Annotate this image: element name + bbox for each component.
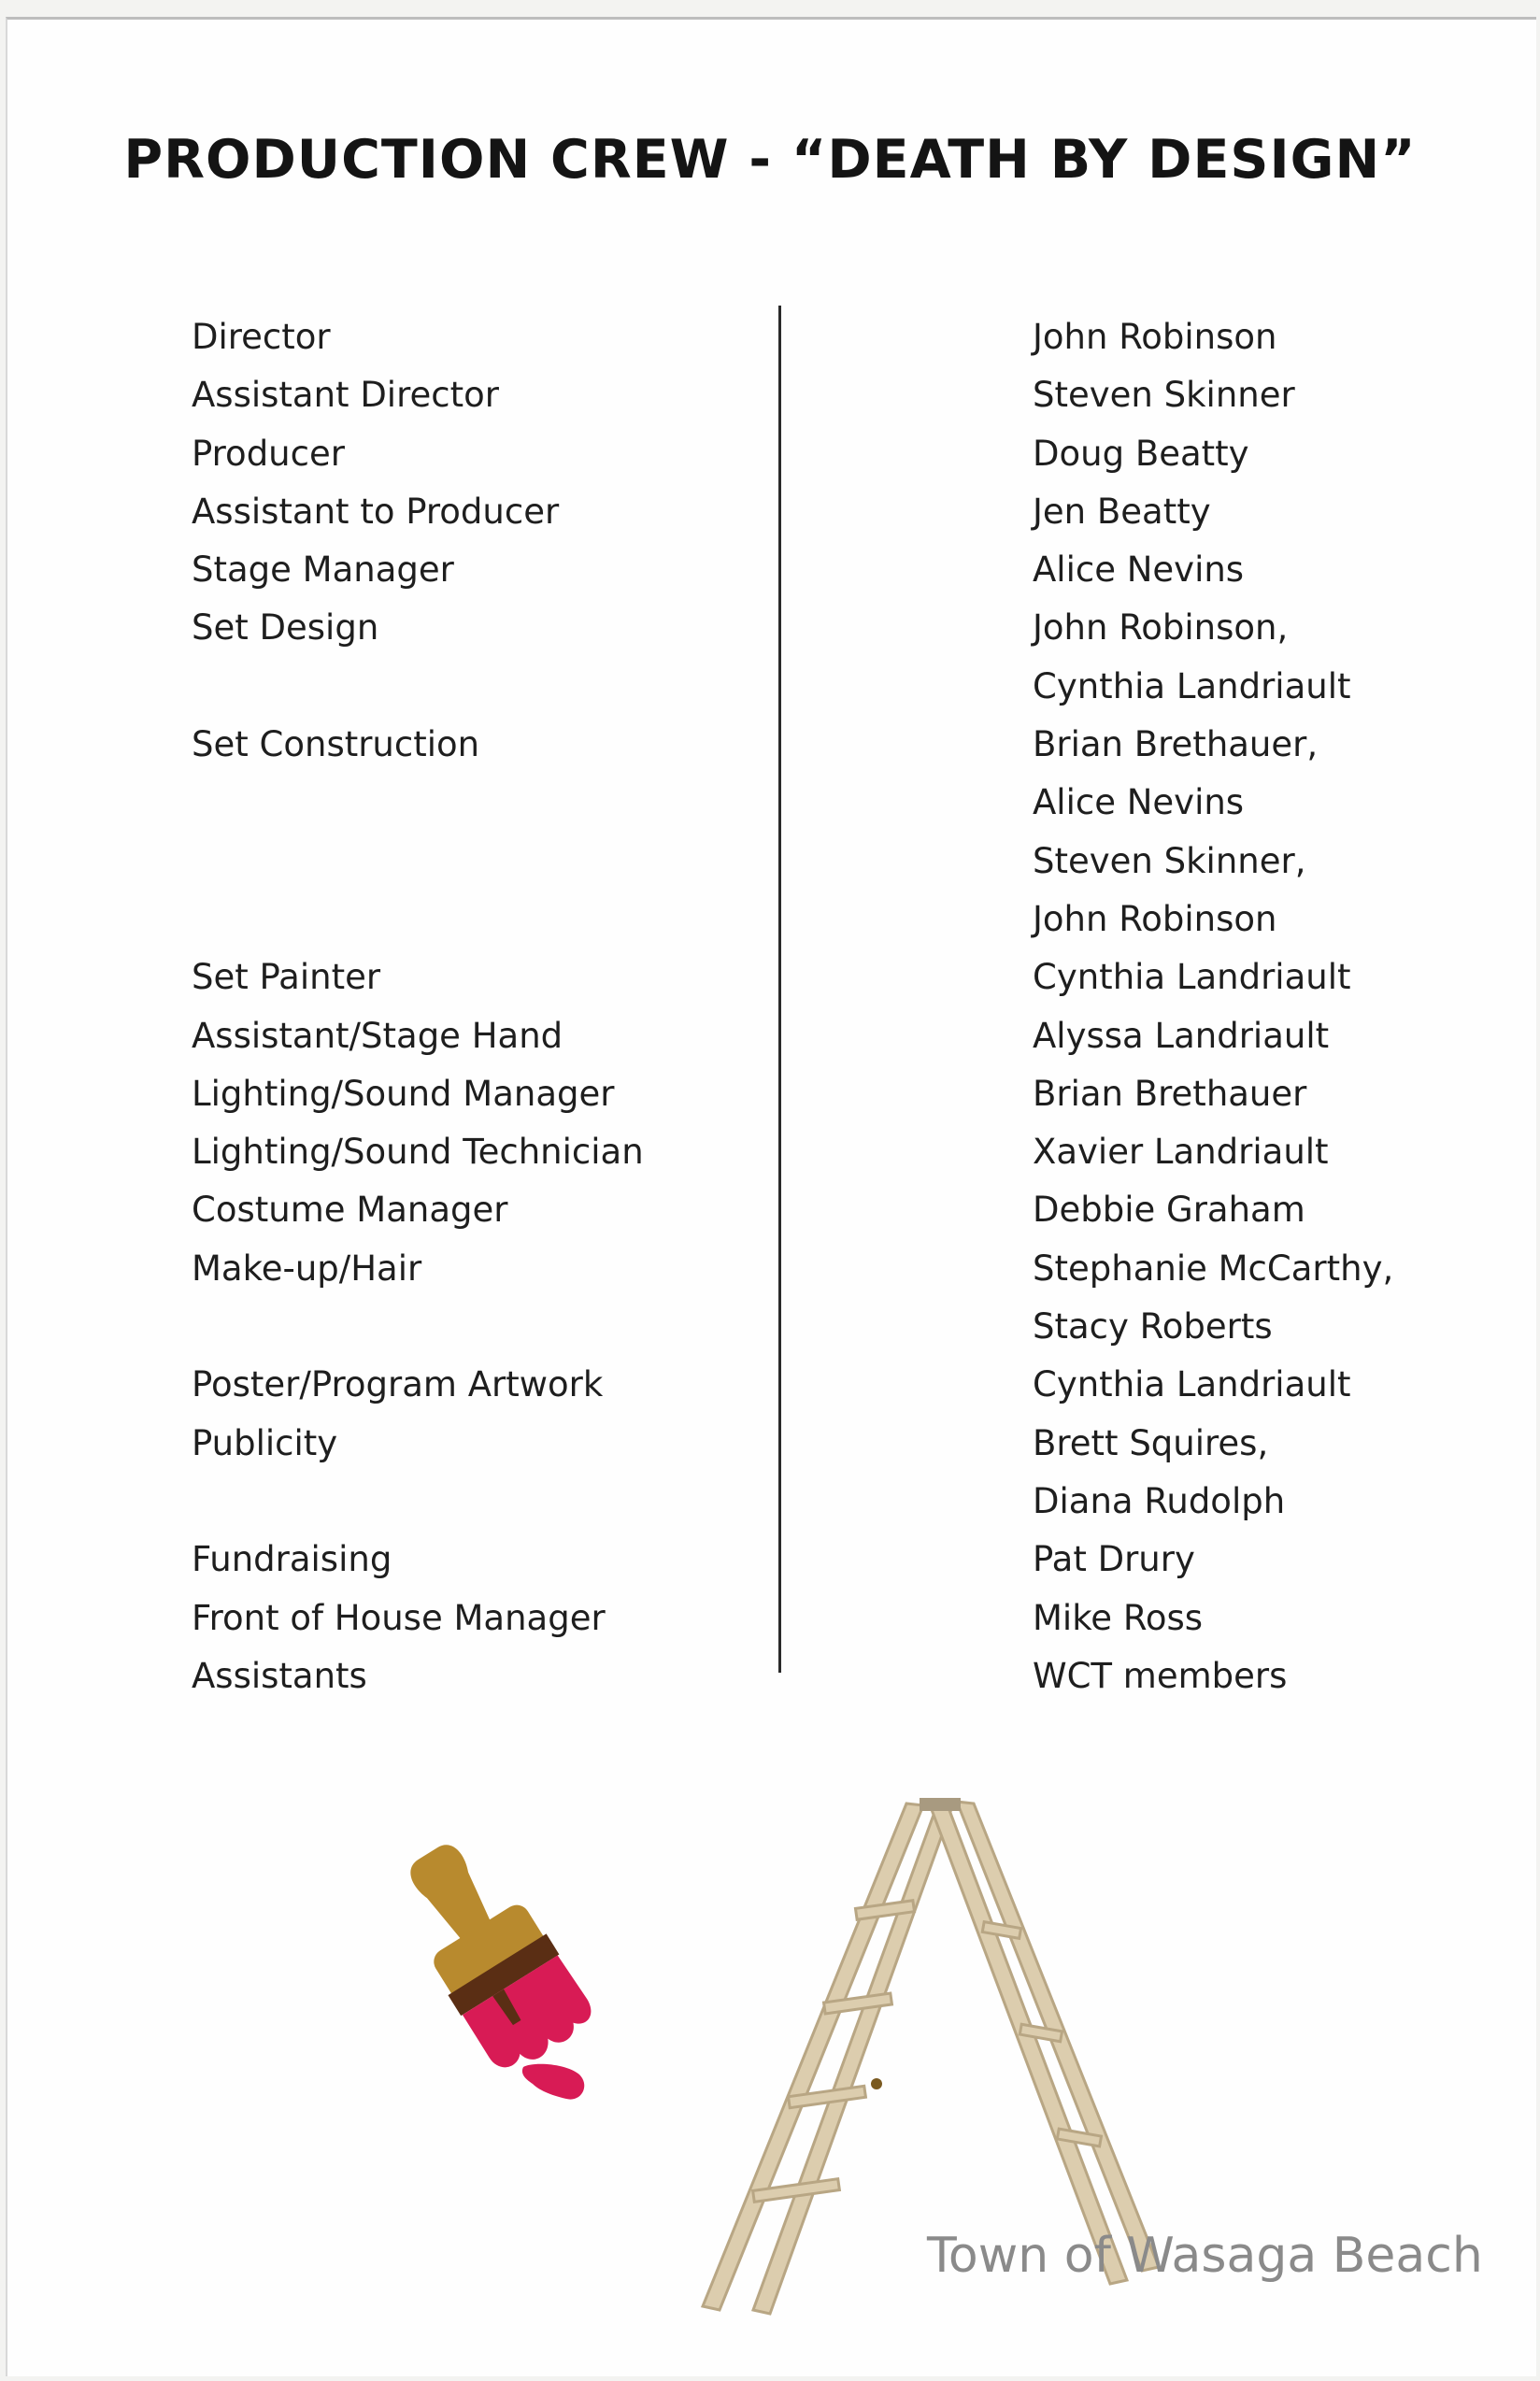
role-label: Set Painter [192,957,381,998]
watermark-text: Town of Wasaga Beach [927,2228,1483,2284]
column-divider [778,306,781,1673]
role-label: Fundraising [192,1539,392,1580]
crew-name: Stacy Roberts [1033,1306,1273,1347]
crew-name: Steven Skinner [1033,375,1295,416]
crew-name: Cynthia Landriault [1033,1364,1351,1405]
role-label: Producer [192,433,345,474]
role-label [192,774,644,832]
role-label: Set Construction [192,724,480,765]
role-label [192,1473,644,1531]
paint-speck [871,2078,882,2089]
crew-name: Cynthia Landriault [1033,665,1351,706]
crew-name: Brian Brethauer, [1033,724,1319,765]
crew-name: Alyssa Landriault [1033,1015,1330,1056]
crew-name: Alice Nevins [1033,549,1245,591]
crew-name: Steven Skinner, [1033,840,1306,881]
role-label: Costume Manager [192,1190,508,1231]
crew-name: John Robinson [1033,898,1277,939]
role-label: Assistant Director [192,375,499,416]
crew-name: Brian Brethauer [1033,1073,1307,1114]
crew-name: Doug Beatty [1033,433,1249,474]
roles-column [192,308,644,1705]
role-label: Lighting/Sound Manager [192,1073,615,1114]
role-label [192,891,644,948]
role-label: Stage Manager [192,549,454,591]
crew-name: Xavier Landriault [1033,1132,1329,1173]
crew-name: Jen Beatty [1033,491,1211,532]
crew-name: Alice Nevins [1033,782,1245,823]
ladder-right-rail-inner [931,1805,1127,2284]
crew-name: Stephanie McCarthy, [1033,1248,1394,1289]
role-label [192,1298,644,1356]
crew-name: Pat Drury [1033,1539,1195,1580]
paint-drip [522,2064,584,2100]
role-label: Director [192,317,331,357]
crew-name: WCT members [1033,1655,1288,1696]
role-label: Lighting/Sound Technician [192,1132,644,1173]
role-label: Front of House Manager [192,1597,606,1638]
crew-name: John Robinson, [1033,607,1289,649]
crew-name: Debbie Graham [1033,1190,1305,1231]
role-label: Poster/Program Artwork [192,1364,604,1405]
crew-name: Brett Squires, [1033,1422,1269,1463]
crew-name: Mike Ross [1033,1597,1204,1638]
crew-name: John Robinson [1033,317,1277,357]
role-label: Assistants [192,1655,367,1696]
role-label: Set Design [192,607,379,649]
page-title: PRODUCTION CREW - “DEATH BY DESIGN” [123,129,1417,191]
ladder-hinge [920,1798,961,1811]
ladder-left-rail-outer [703,1804,923,2310]
crew-name: Diana Rudolph [1033,1480,1286,1521]
paintbrush-icon [383,1822,626,2131]
role-label: Make-up/Hair [192,1248,422,1289]
role-label: Publicity [192,1422,338,1463]
role-label: Assistant/Stage Hand [192,1015,563,1056]
ladder-left-rail-inner [753,1807,951,2314]
names-column [1033,308,1393,1705]
crew-name: Cynthia Landriault [1033,957,1351,998]
role-label: Assistant to Producer [192,491,560,532]
role-label [192,833,644,891]
role-label [192,658,644,716]
